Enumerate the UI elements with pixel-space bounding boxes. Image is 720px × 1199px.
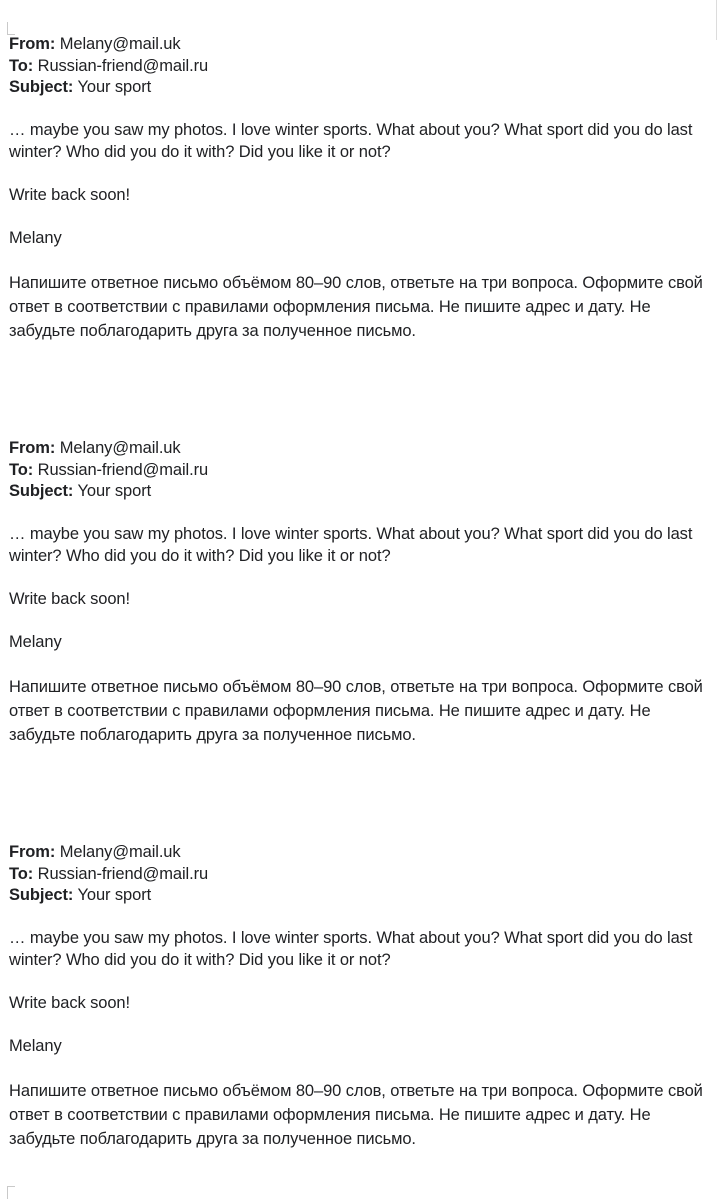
task-instructions: Напишите ответное письмо объёмом 80–90 слов, ответьте на три вопроса. Оформите свой ответ в соответствии с правилами оформления письма. Не пишите адрес и дату. Не забудьте поблагодарить друга за полученное письмо. — [9, 677, 703, 745]
task-instructions: Напишите ответное письмо объёмом 80–90 слов, ответьте на три вопроса. Оформите свой ответ в соответствии с правилами оформления письма. Не пишите адрес и дату. Не забудьте поблагодарить друга за полученное письмо. — [9, 273, 703, 341]
subject-line — [9, 481, 714, 503]
subject-key: Subject: — [9, 886, 74, 904]
page-corner-mark-bottom — [7, 1186, 15, 1199]
letter-block-2 — [9, 438, 714, 747]
to-value: Russian-friend@mail.ru — [37, 864, 209, 883]
subject-value: Your sport — [77, 482, 152, 500]
to-line — [9, 864, 714, 886]
to-value: Russian-friend@mail.ru — [37, 56, 209, 75]
to-key: To: — [9, 56, 34, 75]
letter-body: … maybe you saw my photos. I love winter sports. What about you? What sport did you do last winter? Who did you do it with? Did you like it or not? — [9, 929, 693, 969]
to-line — [9, 56, 714, 78]
from-line — [9, 842, 714, 864]
to-key: To: — [9, 864, 34, 883]
letter-sign-off: Write back soon! — [9, 993, 130, 1012]
subject-line — [9, 885, 714, 907]
letter-block-1 — [9, 34, 714, 343]
from-line — [9, 34, 714, 56]
from-key: From: — [9, 35, 56, 53]
letter-sign-off: Write back soon! — [9, 589, 130, 608]
from-value: Melany@mail.uk — [59, 35, 181, 53]
from-value: Melany@mail.uk — [59, 843, 181, 861]
subject-key: Subject: — [9, 482, 74, 500]
page-edge-mark — [716, 0, 717, 40]
from-line — [9, 438, 714, 460]
letter-body: … maybe you saw my photos. I love winter sports. What about you? What sport did you do last winter? Who did you do it with? Did you like it or not? — [9, 121, 693, 161]
letter-sign-off: Write back soon! — [9, 185, 130, 204]
letter-signature: Melany — [9, 1036, 62, 1055]
subject-key: Subject: — [9, 78, 74, 96]
subject-value: Your sport — [77, 78, 152, 96]
letter-body: … maybe you saw my photos. I love winter sports. What about you? What sport did you do last winter? Who did you do it with? Did you like it or not? — [9, 525, 693, 565]
subject-value: Your sport — [77, 886, 152, 904]
to-line — [9, 460, 714, 482]
letter-block-3 — [9, 842, 714, 1151]
letter-signature: Melany — [9, 228, 62, 247]
subject-line — [9, 77, 714, 99]
from-value: Melany@mail.uk — [59, 439, 181, 457]
from-key: From: — [9, 439, 56, 457]
to-key: To: — [9, 460, 34, 479]
to-value: Russian-friend@mail.ru — [37, 460, 209, 479]
from-key: From: — [9, 843, 56, 861]
letter-signature: Melany — [9, 632, 62, 651]
task-instructions: Напишите ответное письмо объёмом 80–90 слов, ответьте на три вопроса. Оформите свой ответ в соответствии с правилами оформления письма. Не пишите адрес и дату. Не забудьте поблагодарить друга за полученное письмо. — [9, 1081, 703, 1149]
